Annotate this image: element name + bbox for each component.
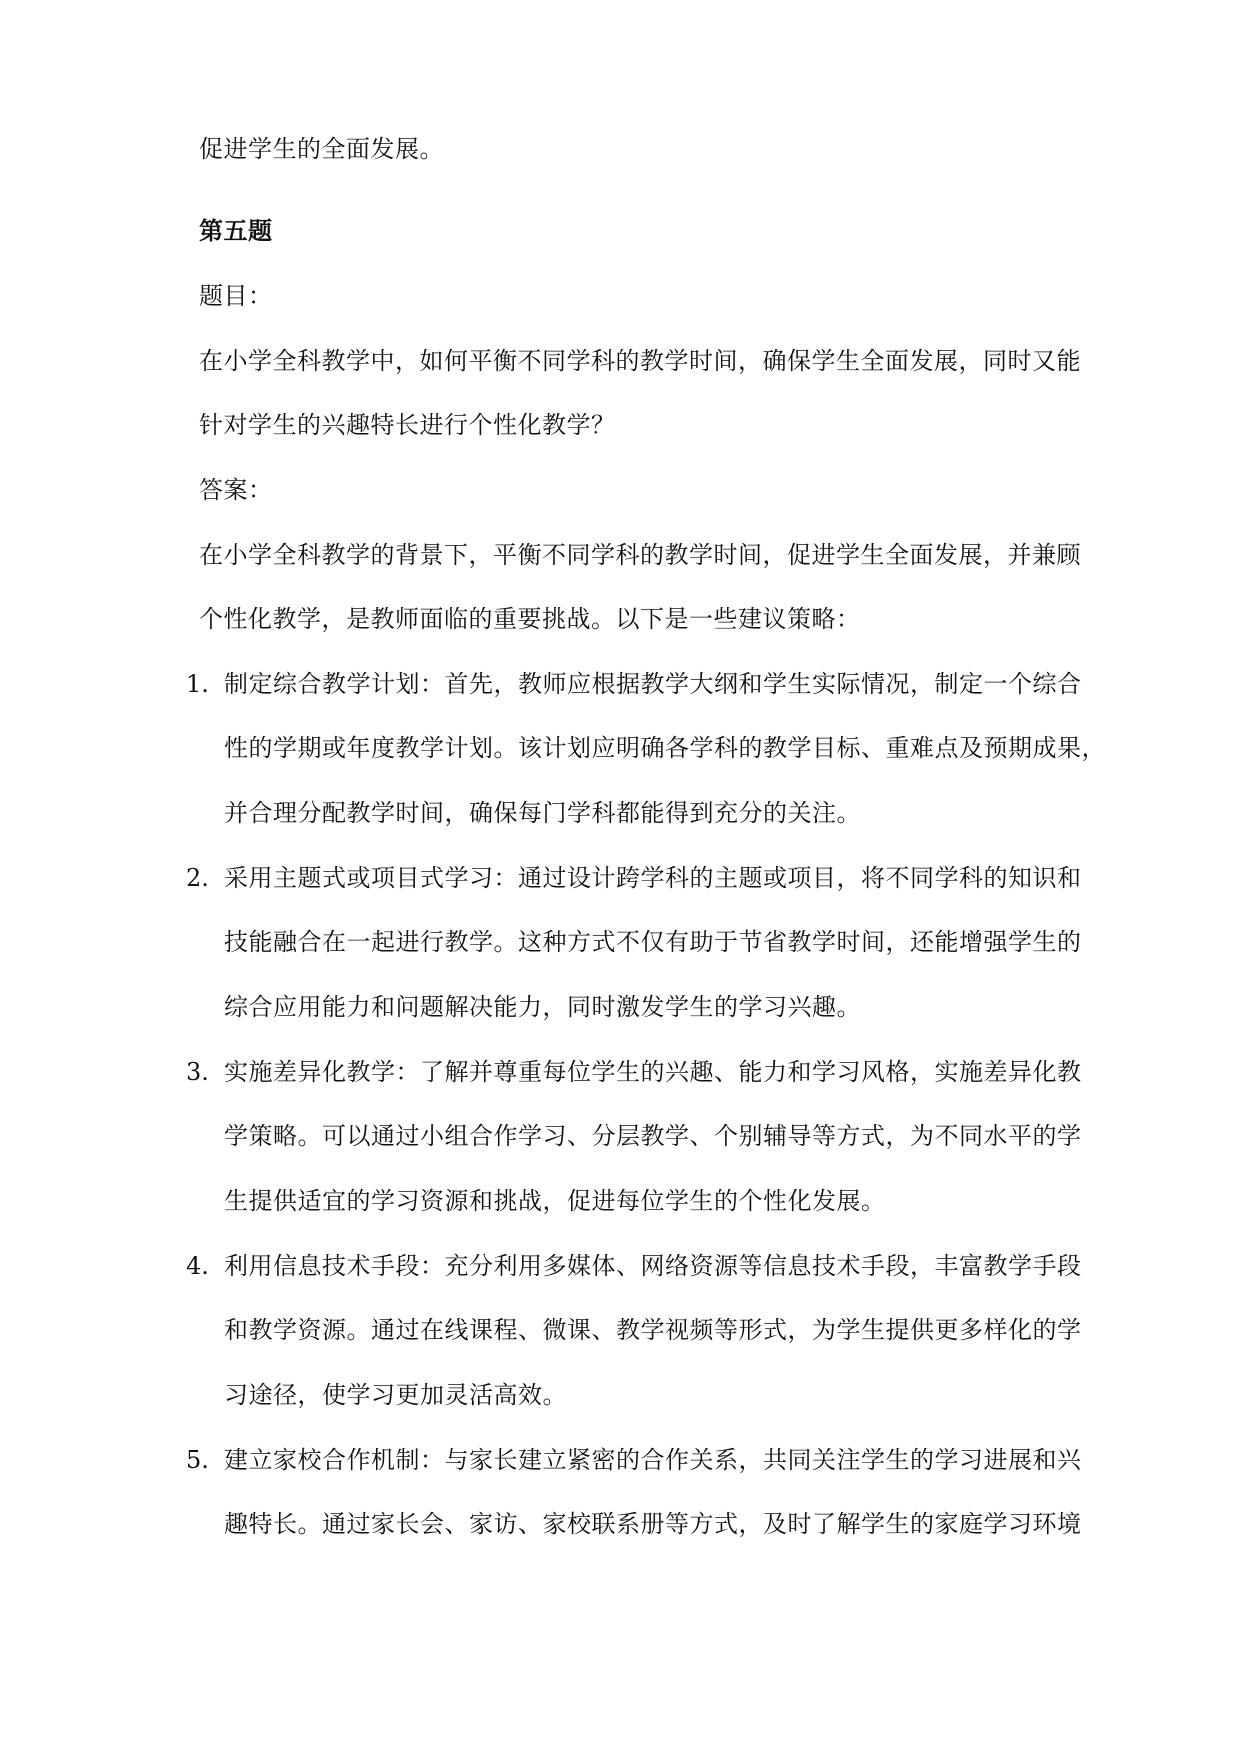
list-item-number: 2. (186, 864, 209, 892)
list-item-number: 1. (186, 670, 209, 698)
answer-intro-line: 在小学全科教学的背景下，平衡不同学科的教学时间，促进学生全面发展，并兼顾 (199, 541, 1081, 569)
list-item-line: 技能融合在一起进行教学。这种方式不仅有助于节省教学时间，还能增强学生的 (224, 928, 1082, 956)
list-item-number: 3. (186, 1058, 209, 1086)
list-item-line: 采用主题式或项目式学习：通过设计跨学科的主题或项目，将不同学科的知识和 (224, 864, 1082, 892)
answer-intro-line: 个性化教学，是教师面临的重要挑战。以下是一些建议策略： (199, 605, 861, 633)
section-title: 第五题 (199, 216, 273, 245)
list-item-line: 习途径，使学习更加灵活高效。 (224, 1381, 567, 1409)
intro-tail-text: 促进学生的全面发展。 (199, 135, 444, 163)
question-line: 针对学生的兴趣特长进行个性化教学？ (199, 411, 616, 439)
list-item-line: 制定综合教学计划：首先，教师应根据教学大纲和学生实际情况，制定一个综合 (224, 670, 1082, 698)
list-item-line: 性的学期或年度教学计划。该计划应明确各学科的教学目标、重难点及预期成果， (224, 734, 1106, 762)
list-item-line: 实施差异化教学：了解并尊重每位学生的兴趣、能力和学习风格，实施差异化教 (224, 1058, 1082, 1086)
answer-label: 答案： (199, 476, 273, 504)
question-line: 在小学全科教学中，如何平衡不同学科的教学时间，确保学生全面发展，同时又能 (199, 347, 1081, 375)
question-label: 题目： (199, 282, 273, 310)
list-item-line: 并合理分配教学时间，确保每门学科都能得到充分的关注。 (224, 799, 861, 827)
list-item-line: 学策略。可以通过小组合作学习、分层教学、个别辅导等方式，为不同水平的学 (224, 1122, 1082, 1150)
list-item-line: 综合应用能力和问题解决能力，同时激发学生的学习兴趣。 (224, 993, 861, 1021)
list-item-number: 5. (186, 1446, 209, 1474)
list-item-line: 生提供适宜的学习资源和挑战，促进每位学生的个性化发展。 (224, 1187, 886, 1215)
list-item-line: 和教学资源。通过在线课程、微课、教学视频等形式，为学生提供更多样化的学 (224, 1316, 1082, 1344)
list-item-line: 利用信息技术手段：充分利用多媒体、网络资源等信息技术手段，丰富教学手段 (224, 1252, 1082, 1280)
list-item-line: 趣特长。通过家长会、家访、家校联系册等方式，及时了解学生的家庭学习环境 (224, 1510, 1082, 1538)
list-item-line: 建立家校合作机制：与家长建立紧密的合作关系，共同关注学生的学习进展和兴 (224, 1446, 1082, 1474)
list-item-number: 4. (186, 1252, 209, 1280)
